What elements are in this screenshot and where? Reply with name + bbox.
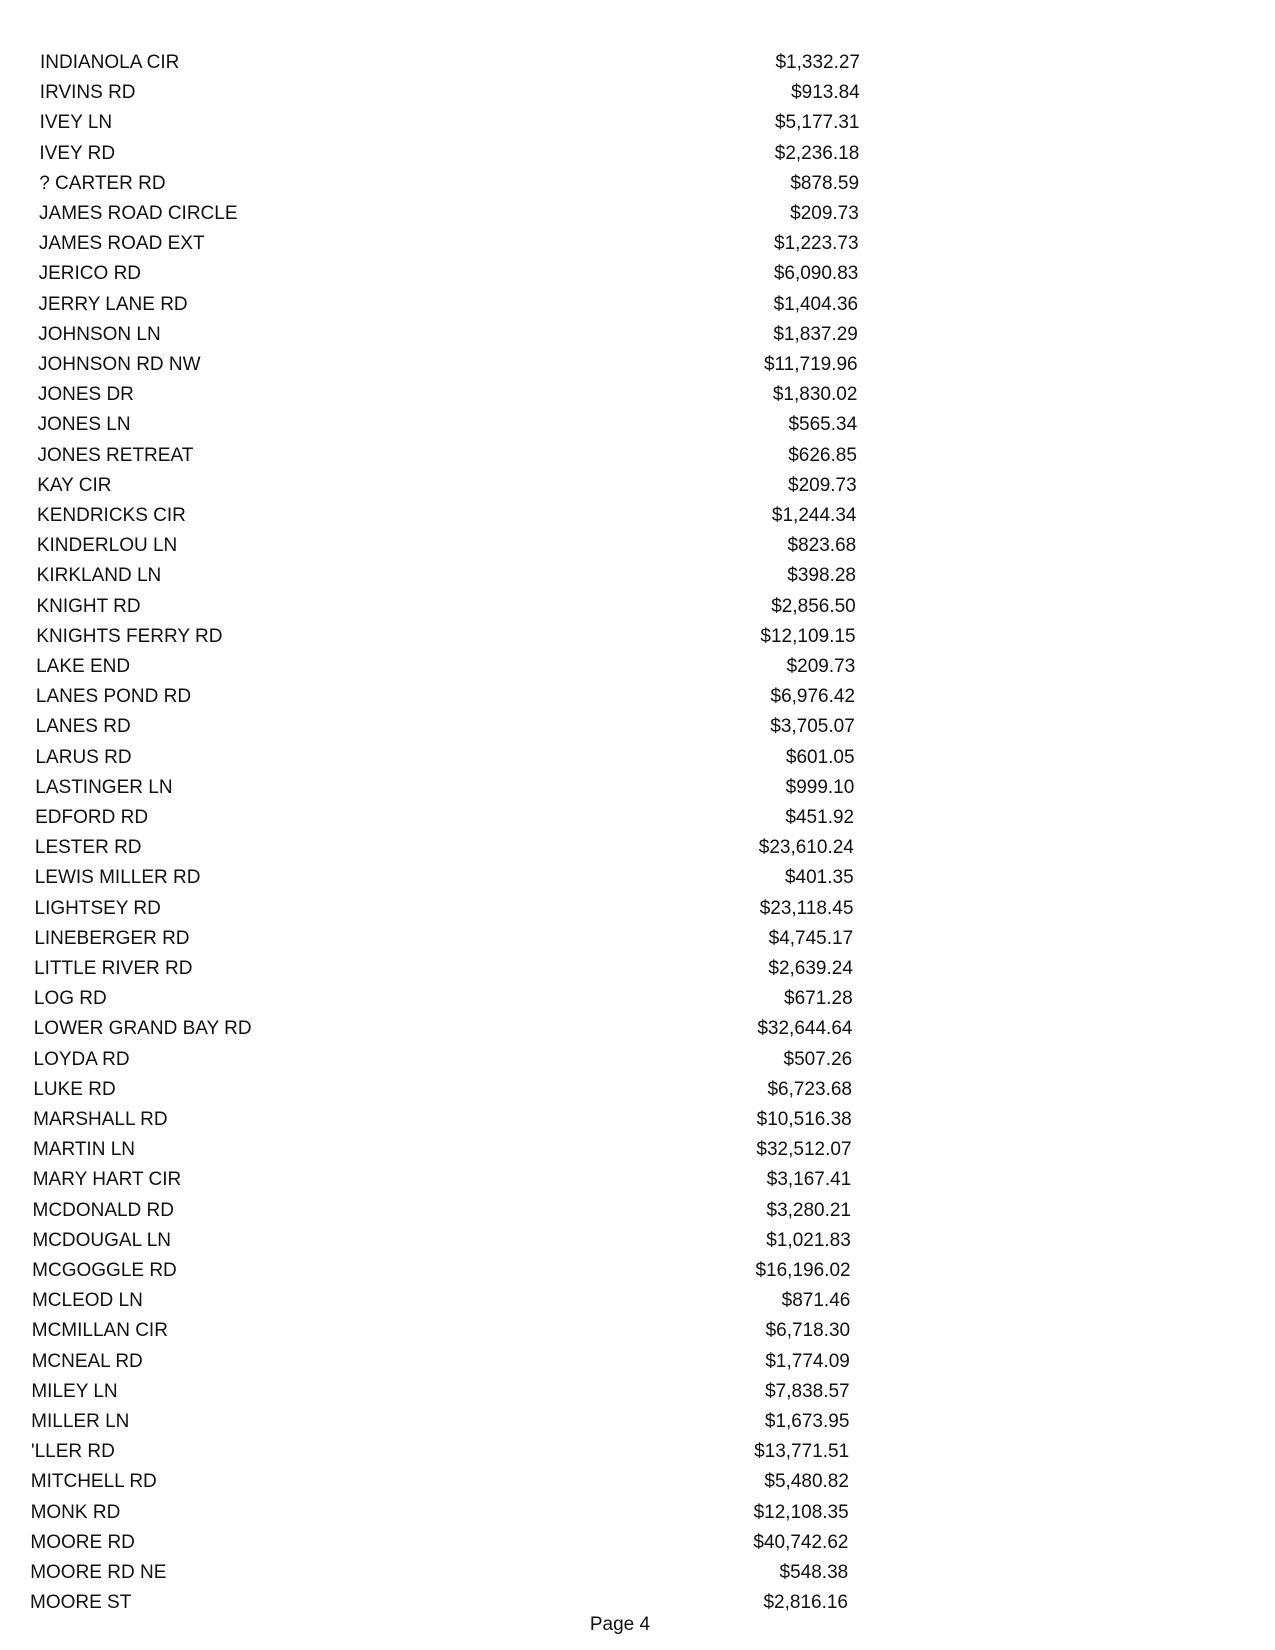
road-amount: $7,838.57: [765, 1380, 850, 1402]
table-row: [40, 78, 860, 108]
road-name: LESTER RD: [34, 837, 142, 859]
road-name: JERICO RD: [38, 263, 142, 285]
road-name: MCMILLAN CIR: [31, 1320, 168, 1342]
road-name: LARUS RD: [35, 746, 132, 768]
road-amount: $13,771.51: [754, 1441, 850, 1463]
road-name: MITCHELL RD: [30, 1471, 157, 1493]
road-name: KINDERLOU LN: [36, 535, 178, 557]
table-row: [34, 924, 853, 954]
road-name: LASTINGER LN: [35, 776, 173, 798]
table-row: [39, 259, 859, 289]
road-amount: $1,404.36: [773, 293, 859, 315]
table-row: [39, 229, 859, 259]
road-amount: $548.38: [779, 1562, 849, 1583]
road-name: MOORE RD NE: [30, 1562, 167, 1583]
road-amount: $999.10: [785, 776, 855, 798]
road-name: MCGOGGLE RD: [32, 1260, 177, 1281]
road-amount: $913.84: [791, 82, 860, 104]
table-row: [31, 1498, 849, 1528]
table-row: [33, 1196, 852, 1226]
road-amount: $3,167.41: [766, 1169, 852, 1191]
road-name: MARY HART CIR: [32, 1169, 182, 1191]
road-amount: $1,021.83: [766, 1229, 851, 1251]
road-amount: $209.73: [786, 656, 856, 677]
road-amount: $565.34: [788, 414, 858, 436]
table-row: [34, 1014, 853, 1044]
road-name: MOORE ST: [30, 1592, 132, 1614]
road-amount: $3,280.21: [766, 1199, 852, 1221]
road-name: JOHNSON LN: [38, 323, 161, 345]
road-name: MCDOUGAL LN: [32, 1229, 171, 1251]
road-name: IVEY LN: [39, 112, 113, 134]
road-name: MARSHALL RD: [33, 1109, 168, 1130]
table-row: [39, 139, 859, 169]
road-name: LUKE RD: [33, 1078, 116, 1100]
road-name: EDFORD RD: [35, 807, 149, 828]
road-amount: $401.35: [784, 867, 854, 889]
road-name: JOHNSON RD NW: [38, 354, 201, 375]
table-row: [31, 1407, 849, 1437]
road-amount: $40,742.62: [753, 1531, 849, 1553]
road-amount: $6,976.42: [770, 686, 856, 708]
road-name: IVEY RD: [39, 142, 116, 164]
road-name: 'LLER RD: [30, 1441, 115, 1463]
road-amount: $209.73: [788, 474, 857, 496]
table-row: [35, 743, 854, 773]
road-amount: $1,223.73: [774, 233, 859, 255]
table-row: [40, 108, 860, 138]
road-name: MCLEOD LN: [31, 1290, 143, 1312]
road-amount: $12,108.35: [753, 1501, 849, 1523]
table-row: [36, 652, 855, 682]
table-row: [37, 471, 856, 501]
road-name: LINEBERGER RD: [34, 927, 190, 949]
table-row: [34, 984, 853, 1014]
road-amount: $6,718.30: [765, 1320, 851, 1342]
table-row: [35, 803, 854, 833]
table-row: [32, 1256, 850, 1286]
road-amount: $6,723.68: [767, 1078, 852, 1100]
table-row: [38, 350, 858, 380]
road-amount: $671.28: [784, 988, 853, 1010]
road-name: JONES RETREAT: [37, 444, 194, 466]
road-amount: $23,118.45: [759, 897, 854, 919]
table-row: [30, 1528, 848, 1558]
road-amount: $11,719.96: [763, 354, 858, 375]
road-amount: $5,177.31: [774, 112, 860, 134]
road-amount: $626.85: [788, 444, 857, 466]
road-amount: $1,673.95: [764, 1411, 850, 1432]
road-name: MOORE RD: [30, 1531, 135, 1553]
table-row: [32, 1226, 850, 1256]
table-row: [32, 1316, 850, 1346]
road-name: LITTLE RIVER RD: [34, 958, 193, 979]
road-amount: $823.68: [787, 535, 857, 557]
road-amount: $16,196.02: [755, 1260, 851, 1281]
table-row: [37, 441, 856, 471]
road-amount: $601.05: [785, 746, 855, 768]
table-row: [34, 1045, 853, 1075]
road-amount: $1,244.34: [771, 505, 857, 526]
table-row: [36, 682, 855, 712]
table-row: [38, 410, 858, 440]
road-amount: $1,774.09: [765, 1350, 850, 1372]
road-name: KENDRICKS CIR: [37, 505, 186, 526]
table-row: [36, 622, 855, 652]
table-row: [31, 1377, 849, 1407]
road-amount: $32,644.64: [757, 1018, 853, 1040]
road-name: KNIGHTS FERRY RD: [36, 625, 223, 647]
road-amount: $398.28: [787, 565, 856, 587]
road-name: MCDONALD RD: [32, 1199, 174, 1221]
road-name: LOYDA RD: [33, 1048, 130, 1070]
table-row: [35, 833, 854, 863]
road-amount: $2,236.18: [774, 142, 860, 164]
road-amount: $32,512.07: [756, 1139, 852, 1161]
table-row: [39, 199, 859, 229]
table-row: [37, 531, 856, 561]
road-amount: $10,516.38: [756, 1109, 852, 1130]
road-name: LANES POND RD: [35, 686, 192, 708]
road-amount: $871.46: [781, 1290, 851, 1312]
road-amount: $6,090.83: [773, 263, 859, 285]
table-row: [36, 592, 855, 622]
road-name: INDIANOLA CIR: [40, 52, 180, 73]
table-row: [38, 320, 858, 350]
road-name: JAMES ROAD CIRCLE: [39, 203, 238, 224]
road-amount: $1,830.02: [772, 384, 858, 406]
road-name: JONES LN: [37, 414, 131, 436]
table-row: [30, 1558, 848, 1588]
road-name: LAKE END: [36, 656, 131, 677]
table-row: [32, 1347, 850, 1377]
road-name: LOWER GRAND BAY RD: [33, 1018, 252, 1040]
road-name: LOG RD: [33, 988, 107, 1010]
road-amount: $209.73: [790, 203, 859, 224]
table-row: [39, 169, 859, 199]
table-row: [31, 1437, 849, 1467]
table-row: [38, 380, 858, 410]
road-amount: $1,332.27: [775, 52, 860, 73]
table-row: [34, 954, 853, 984]
table-row: [37, 561, 856, 591]
table-row: [35, 773, 854, 803]
table-row: [33, 1165, 852, 1195]
road-amount: $3,705.07: [770, 716, 855, 738]
road-amount: $2,856.50: [771, 595, 856, 617]
table-row: [33, 1075, 852, 1105]
road-name: MILLER LN: [31, 1411, 130, 1432]
road-name: LEWIS MILLER RD: [34, 867, 201, 889]
road-name: KIRKLAND LN: [36, 565, 162, 587]
road-name: KNIGHT RD: [36, 595, 141, 617]
table-row: [35, 863, 854, 893]
table-row: [33, 1105, 852, 1135]
road-name: IRVINS RD: [39, 82, 136, 104]
road-name: LIGHTSEY RD: [34, 897, 161, 919]
table-row: [30, 1588, 848, 1618]
table-row: [38, 290, 858, 320]
road-name: MONK RD: [30, 1501, 121, 1523]
road-name: MARTIN LN: [32, 1139, 135, 1161]
table-row: [33, 1135, 852, 1165]
road-name: JAMES ROAD EXT: [38, 233, 205, 255]
road-amount: $1,837.29: [773, 323, 858, 345]
table-row: [31, 1467, 849, 1497]
road-name: ? CARTER RD: [39, 172, 166, 194]
road-amount: $23,610.24: [758, 837, 854, 859]
table-row: [32, 1286, 850, 1316]
road-name: JERRY LANE RD: [38, 293, 188, 315]
road-name: MILEY LN: [31, 1380, 118, 1402]
road-amount: $5,480.82: [764, 1471, 849, 1493]
page-number: Page 4: [589, 1614, 651, 1635]
road-amount: $451.92: [785, 807, 855, 828]
table-row: [36, 712, 855, 742]
road-name: MCNEAL RD: [31, 1350, 143, 1372]
road-name: KAY CIR: [37, 474, 112, 496]
table-row: [40, 48, 860, 78]
road-amount: $12,109.15: [760, 625, 856, 647]
road-name: JONES DR: [37, 384, 134, 406]
road-amount: $4,745.17: [768, 927, 854, 949]
road-name: LANES RD: [35, 716, 131, 738]
road-amount: $507.26: [783, 1048, 853, 1070]
table-row: [35, 894, 854, 924]
road-amount: $878.59: [790, 172, 860, 194]
road-amount: $2,639.24: [768, 958, 853, 979]
table-row: [37, 501, 856, 531]
road-amount: $2,816.16: [763, 1592, 848, 1614]
